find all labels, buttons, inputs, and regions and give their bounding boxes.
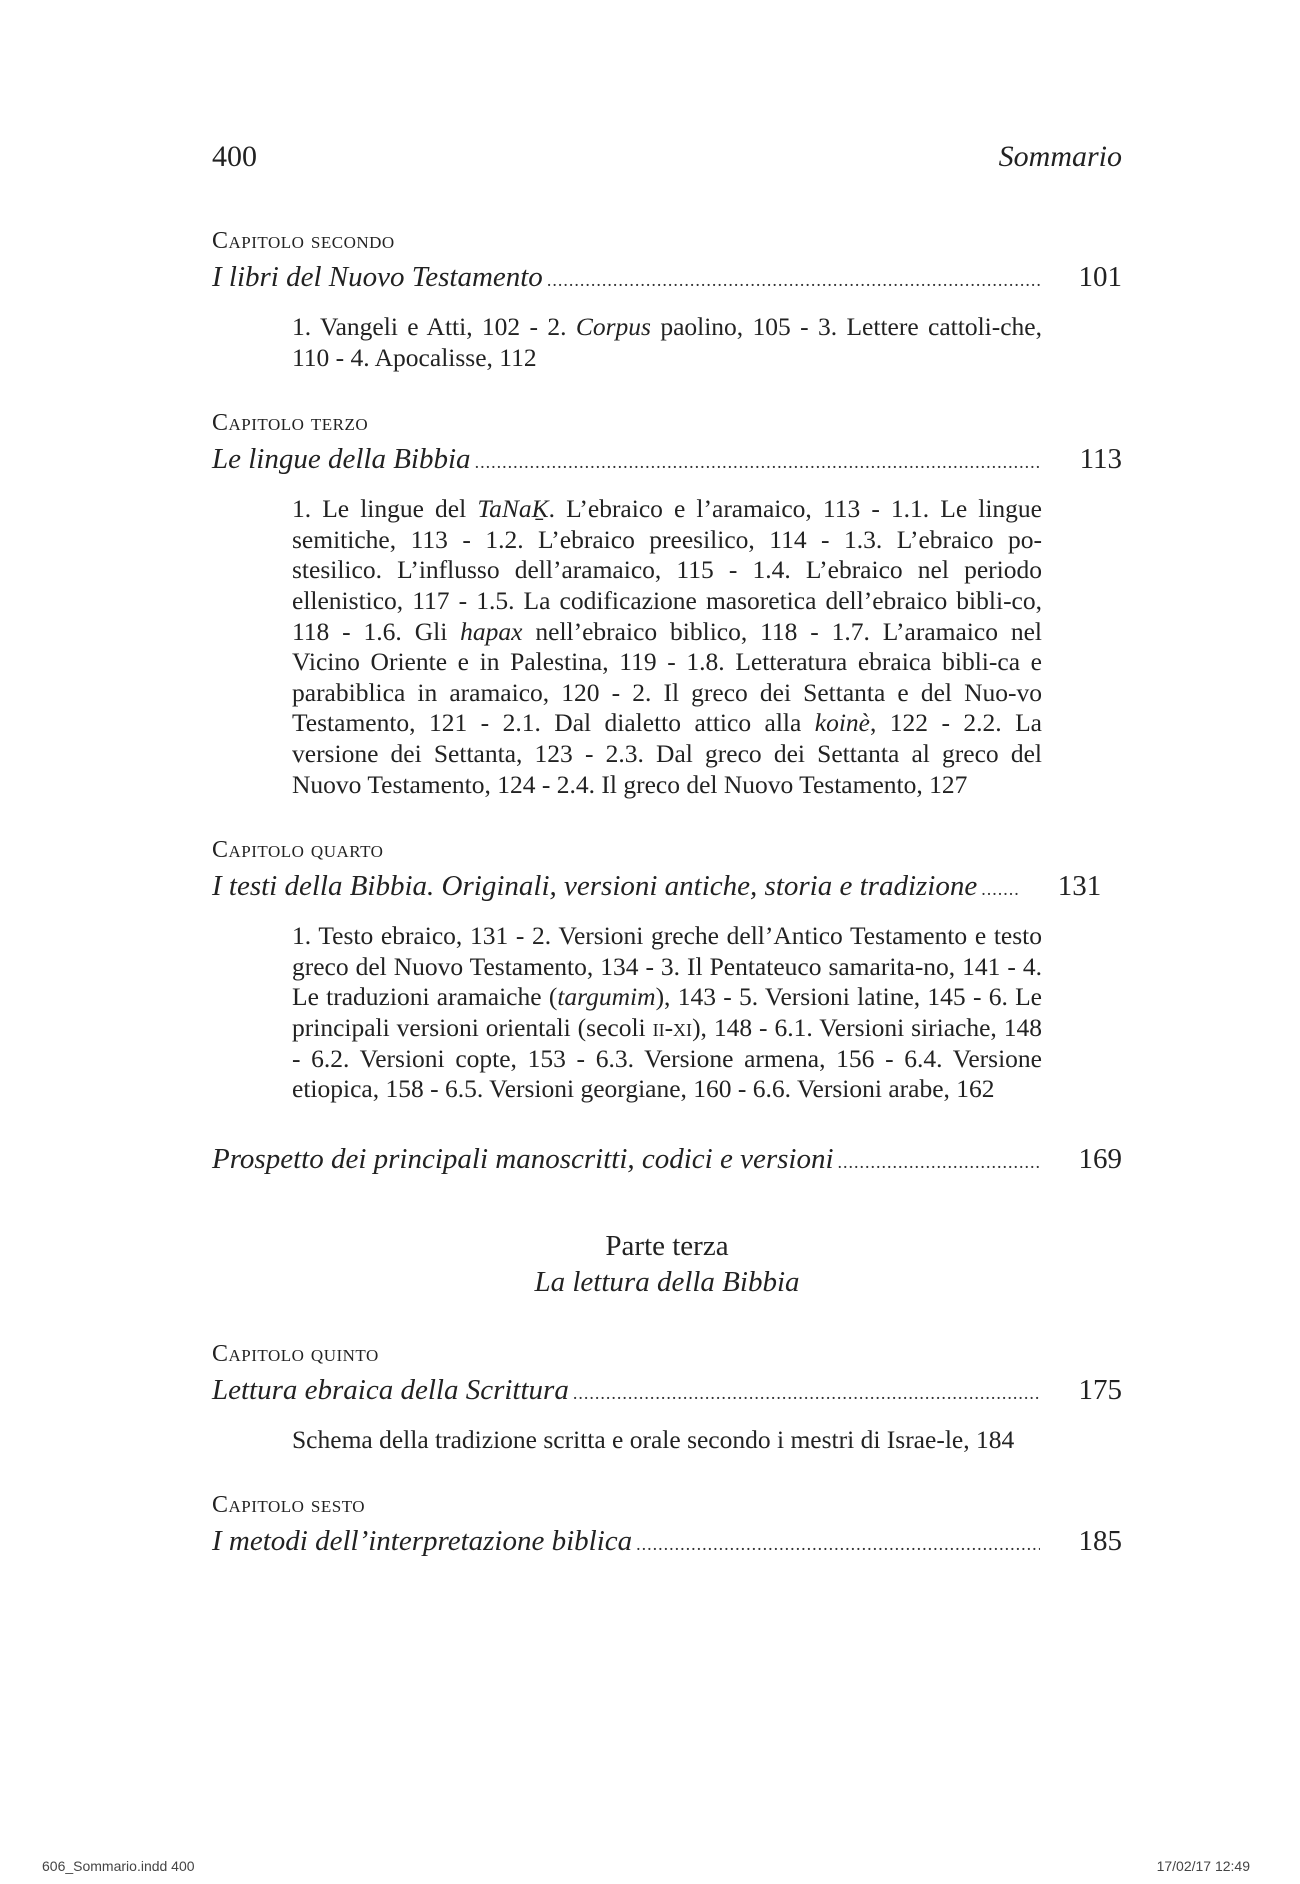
- chapter-label: Capitolo secondo: [212, 228, 395, 254]
- chapter-6: [212, 1489, 1122, 1564]
- page-ref: 175: [1078, 1373, 1122, 1406]
- toc-entry[interactable]: [212, 1521, 1122, 1564]
- part-name: Parte terza: [605, 1229, 729, 1262]
- prospetto-title: Prospetto dei principali manoscritti, codici e versioni: [212, 1142, 834, 1175]
- chapter-3: [212, 407, 1122, 800]
- chapter-label: Capitolo sesto: [212, 1492, 366, 1519]
- leader-dots: [636, 1524, 1040, 1564]
- chapter-summary: Schema della tradizione scritta e orale secondo i mestri di Israe-le, 184: [292, 1424, 1015, 1454]
- page-ref: 169: [1078, 1142, 1122, 1175]
- toc-entry[interactable]: [212, 257, 1122, 300]
- print-slug-file: 606_Sommario.indd 400: [42, 1858, 195, 1874]
- chapter-summary: 1. Vangeli e Atti, 102 - 2. Corpus paolino, 105 - 3. Lettere cattoli-che, 110 - 4. Apocalisse, 112: [292, 312, 1042, 372]
- chapter-title: Lettura ebraica della Scrittura: [212, 1373, 569, 1406]
- page-ref: 113: [1079, 443, 1122, 476]
- page-ref: 101: [1078, 261, 1122, 293]
- chapter-title: I metodi dell’interpretazione biblica: [212, 1525, 633, 1558]
- chapter-title: I testi della Bibbia. Originali, versioni antiche, storia e tradizione: [212, 870, 978, 903]
- page-number: 400: [212, 140, 257, 173]
- chapter-2: [212, 225, 1122, 373]
- leader-dots: [547, 260, 1040, 300]
- chapter-label: Capitolo quinto: [212, 1340, 379, 1367]
- chapter-label: Capitolo quarto: [212, 837, 384, 864]
- part-heading: [212, 1228, 1122, 1300]
- chapter-5: [212, 1338, 1122, 1456]
- leader-dots: [981, 869, 1019, 909]
- chapter-4: [212, 834, 1122, 1105]
- chapter-title: Le lingue della Bibbia: [212, 443, 471, 476]
- chapter-title: I libri del Nuovo Testamento: [212, 261, 543, 293]
- chapter-label: Capitolo terzo: [212, 410, 369, 437]
- print-slug-datetime: 17/02/17 12:49: [1156, 1858, 1250, 1874]
- toc-entry[interactable]: [212, 1370, 1122, 1413]
- toc-entry[interactable]: [212, 439, 1122, 482]
- toc-entry-prospetto[interactable]: [212, 1139, 1122, 1182]
- running-head: Sommario: [998, 140, 1122, 173]
- page-ref: 185: [1078, 1525, 1122, 1558]
- page-ref: 131: [1057, 870, 1102, 903]
- toc-entry[interactable]: [212, 866, 1122, 909]
- chapter-summary: 1. Le lingue del TaNaK̠. L’ebraico e l’aramaico, 113 - 1.1. Le lingue semitiche, 113 - 1.2. L’ebraico preesilico, 114 - 1.3. L’ebraico po-stesilico. L’influsso dell’aramaico, 115 - 1.4. L’ebraico nel periodo ellenistico, 117 - 1.5. La codificazione masoretica dell’ebraico bibli-co, 118 - 1.6. Gli hapax nell’ebraico biblico, 118 - 1.7. L’aramaico nel Vicino Oriente e in Palestina, 119 - 1.8. Letteratura ebraica bibli-ca e parabiblica in aramaico, 120 - 2. Il greco dei Settanta e del Nuo-vo Testamento, 121 - 2.1. Dal dialetto attico alla koinè, 122 - 2.2. La versione dei Settanta, 123 - 2.3. Dal greco dei Settanta al greco del Nuovo Testamento, 124 - 2.4. Il greco del Nuovo Testamento, 127: [292, 494, 1042, 799]
- leader-dots: [573, 1373, 1040, 1413]
- part-subtitle: La lettura della Bibbia: [534, 1265, 800, 1298]
- chapter-summary: 1. Testo ebraico, 131 - 2. Versioni greche dell’Antico Testamento e testo greco del Nuovo Testamento, 134 - 3. Il Pentateuco samarita-no, 141 - 4. Le traduzioni aramaiche (targumim), 143 - 5. Versioni latine, 145 - 6. Le principali versioni orientali (secoli ii-xi), 148 - 6.1. Versioni siriache, 148 - 6.2. Versioni copte, 153 - 6.3. Versione armena, 156 - 6.4. Versione etiopica, 158 - 6.5. Versioni georgiane, 160 - 6.6. Versioni arabe, 162: [292, 921, 1043, 1104]
- leader-dots: [475, 442, 1040, 482]
- leader-dots: [838, 1142, 1040, 1182]
- table-of-contents: [212, 225, 1122, 1598]
